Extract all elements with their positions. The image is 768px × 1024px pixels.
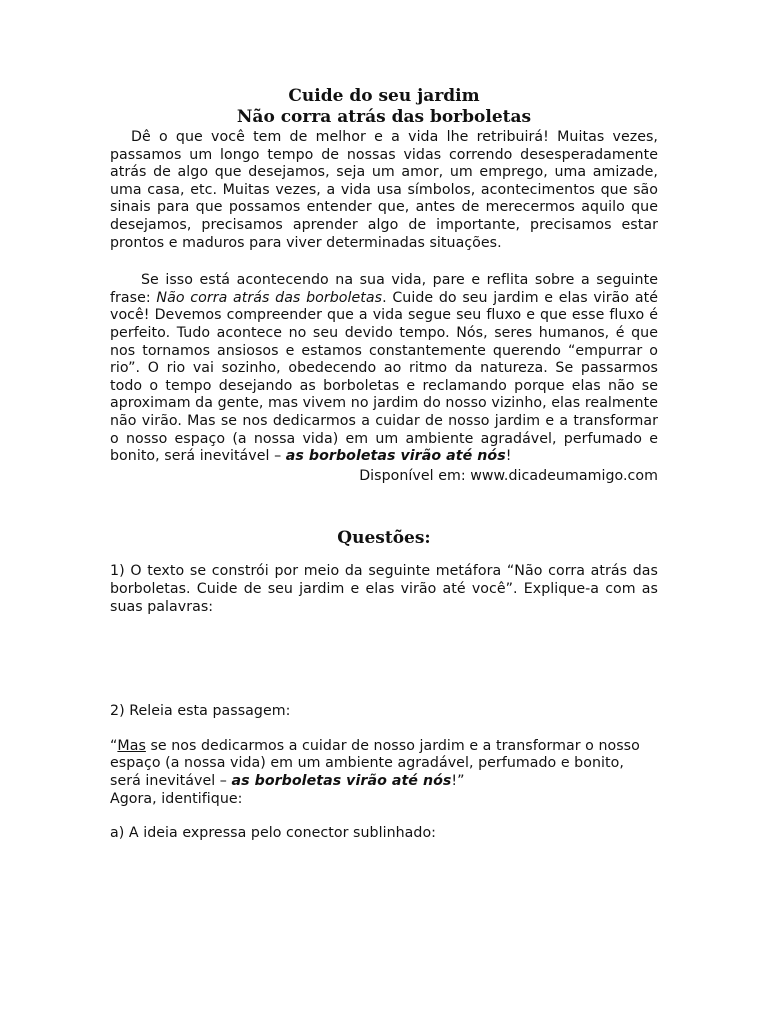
- question-2a: a) A ideia expressa pelo conector sublinhado:: [110, 825, 437, 842]
- paragraph-2: [110, 272, 658, 466]
- underlined-connector: Mas: [117, 737, 146, 754]
- paragraph-2-end: !: [505, 448, 512, 465]
- paragraph-1: Dê o que você tem de melhor e a vida lhe retribuirá! Muitas vezes, passamos um longo tempo de nossas vidas correndo desesperadamente atrás de algo que desejamos, seja um amor, um emprego, uma amizade, uma casa, etc. Muitas vezes, a vida usa símbolos, acontecimentos que são sinais para que possamos entender que, antes de merecermos aquilo que desejamos, precisamos aprender algo de importante, precisamos estar prontos e maduros para viver determinadas situações.: [110, 129, 658, 251]
- question-2-prompt: Agora, identifique:: [110, 790, 243, 807]
- paragraph-2-bold-phrase: as borboletas virão até nós: [285, 448, 506, 465]
- quote-open-mark: “: [110, 737, 118, 754]
- quote-bold-phrase: as borboletas virão até nós: [231, 772, 452, 789]
- quote-text: se nos dedicarmos a cuidar de nosso jardim e a transformar o nosso espaço (a nossa vida) em um ambiente agradável, perfumado e bonito, será inevitável –: [110, 737, 640, 789]
- paragraph-2-italic-phrase: Não corra atrás das borboletas: [156, 289, 383, 306]
- paragraph-2-text-continued: . Cuide do seu jardim e elas virão até você! Devemos compreender que a vida segue seu fluxo e que esse fluxo é perfeito. Tudo acontece no seu devido tempo. Nós, seres humanos, é que nos tornamos ansiosos e estamos constantemente querendo “empurrar o rio”. O rio vai sozinho, obedecendo ao ritmo da natureza. Se passarmos todo o tempo desejando as borboletas e reclamando porque elas não se aproximam da gente, mas vivem no jardim do nosso vizinho, elas realmente não virão. Mas se nos dedicarmos a cuidar de nosso jardim e a transformar o nosso espaço (a nossa vida) em um ambiente agradável, perfumado e bonito, será inevitável –: [110, 289, 658, 465]
- question-1: 1) O texto se constrói por meio da seguinte metáfora “Não corra atrás das borboletas. Cuide de seu jardim e elas virão até você”. Explique-a com as suas palavras:: [110, 563, 658, 615]
- quote-end: !”: [451, 772, 465, 789]
- questions-heading: Questões:: [337, 528, 431, 549]
- question-2-intro: 2) Releia esta passagem:: [110, 703, 291, 720]
- source-citation: Disponível em: www.dicadeumamigo.com: [359, 467, 658, 484]
- document-page: [110, 86, 658, 843]
- paragraph-2-text: Se isso está acontecendo na sua vida, pare e reflita sobre a seguinte frase:: [110, 272, 658, 306]
- quoted-passage: [110, 738, 658, 808]
- title-line-1: Cuide do seu jardim: [288, 86, 480, 106]
- title-line-2: Não corra atrás das borboletas: [236, 107, 532, 127]
